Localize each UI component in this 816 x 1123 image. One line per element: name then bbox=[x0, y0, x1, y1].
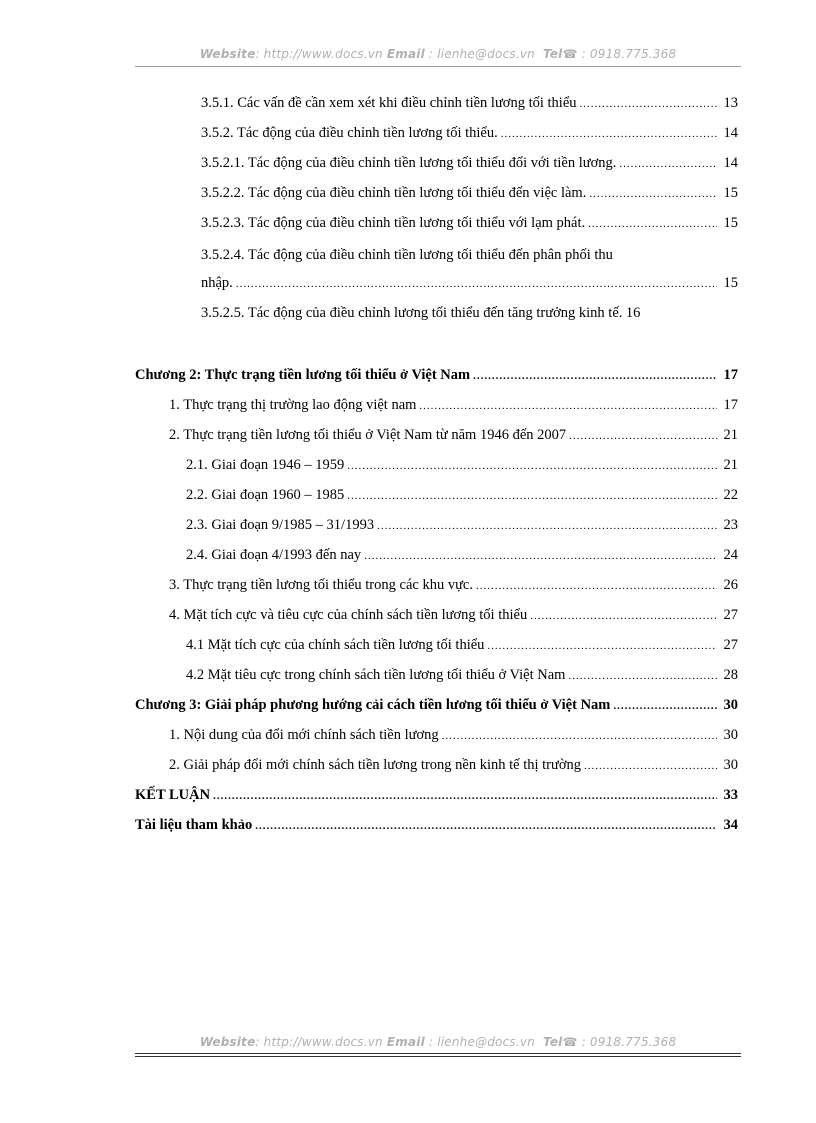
toc-entry-2-2-2[interactable]: 2.2. Giai đoạn 1960 – 1985 ..... 22 bbox=[186, 487, 738, 509]
email-value: : lienhe@docs.vn bbox=[424, 47, 535, 61]
page-number: 14 bbox=[723, 125, 738, 141]
leader-dots bbox=[530, 607, 717, 624]
page-number: 30 bbox=[723, 757, 738, 773]
leader-dots bbox=[613, 697, 717, 714]
leader-dots bbox=[347, 487, 717, 504]
toc-entry-2-2[interactable]: 2. Thực trạng tiền lương tối thiểu ở Việt Nam từ năm 1946 đến 2007 ..... 21 bbox=[169, 427, 738, 449]
leader-dots bbox=[442, 727, 717, 744]
toc-entry-3-5-1[interactable]: 3.5.1. Các vấn đề cần xem xét khi điều chỉnh tiền lương tối thiểu ..... 13 bbox=[201, 95, 738, 117]
toc-entry-3-5-2-3[interactable]: 3.5.2.3. Tác động của điều chỉnh tiền lương tối thiểu với lạm phát. ..... 15 bbox=[201, 215, 738, 237]
leader-dots bbox=[487, 637, 717, 654]
toc-entry-3-5-2-5[interactable]: 3.5.2.5. Tác động của điều chỉnh lương tối thiểu đến tăng trưởng kinh tế. 16 bbox=[201, 305, 641, 321]
leader-dots bbox=[255, 817, 717, 834]
toc-tai-lieu[interactable]: Tài liệu tham khảo ..... 34 bbox=[135, 817, 738, 839]
page-number: 15 bbox=[723, 275, 738, 291]
toc-entry-2-1[interactable]: 1. Thực trạng thị trường lao động việt nam ..... 17 bbox=[169, 397, 738, 419]
toc-ket-luan[interactable]: KẾT LUẬN ..... 33 bbox=[135, 787, 738, 809]
page-number: 27 bbox=[723, 607, 738, 623]
tel-value: ☎ : 0918.775.368 bbox=[562, 1035, 677, 1049]
page-footer bbox=[135, 1035, 741, 1049]
toc-entry-2-2-4[interactable]: 2.4. Giai đoạn 4/1993 đến nay ..... 24 bbox=[186, 547, 738, 569]
tel-label: Tel bbox=[543, 1035, 563, 1049]
toc-entry-2-2-3[interactable]: 2.3. Giai đoạn 9/1985 – 31/1993 ..... 23 bbox=[186, 517, 738, 539]
page-number: 27 bbox=[723, 637, 738, 653]
page-number: 15 bbox=[723, 215, 738, 231]
leader-dots bbox=[580, 95, 717, 112]
leader-dots bbox=[213, 787, 717, 804]
footer-rule bbox=[135, 1053, 741, 1057]
leader-dots bbox=[476, 577, 717, 594]
toc-entry-3-1[interactable]: 1. Nội dung của đổi mới chính sách tiền lương ..... 30 bbox=[169, 727, 738, 749]
toc-chapter-2[interactable]: Chương 2: Thực trạng tiền lương tối thiểu ở Việt Nam ..... 17 bbox=[135, 367, 738, 389]
page-number: 30 bbox=[723, 727, 738, 743]
header-rule bbox=[135, 66, 741, 67]
page-number: 28 bbox=[723, 667, 738, 683]
email-label: Email bbox=[386, 1035, 425, 1049]
page-number: 15 bbox=[723, 185, 738, 201]
website-url: : http://www.docs.vn bbox=[255, 1035, 383, 1049]
website-label: Website bbox=[199, 47, 256, 61]
tel-value: ☎ : 0918.775.368 bbox=[562, 47, 677, 61]
leader-dots bbox=[473, 367, 717, 384]
page-number: 17 bbox=[723, 397, 738, 413]
leader-dots bbox=[364, 547, 717, 564]
page-number: 24 bbox=[723, 547, 738, 563]
website-label: Website bbox=[199, 1035, 256, 1049]
page-number: 22 bbox=[723, 487, 738, 503]
leader-dots bbox=[588, 215, 717, 232]
page-number: 23 bbox=[723, 517, 738, 533]
page-number: 21 bbox=[723, 457, 738, 473]
page-number: 16 bbox=[625, 305, 641, 321]
leader-dots bbox=[236, 275, 717, 292]
toc-entry-2-4-2[interactable]: 4.2 Mặt tiêu cực trong chính sách tiền lương tối thiểu ở Việt Nam ..... 28 bbox=[186, 667, 738, 689]
page-number: 33 bbox=[723, 787, 738, 803]
page-number: 17 bbox=[723, 367, 738, 383]
leader-dots bbox=[501, 125, 717, 142]
email-value: : lienhe@docs.vn bbox=[424, 1035, 535, 1049]
leader-dots bbox=[569, 427, 717, 444]
toc-chapter-3[interactable]: Chương 3: Giải pháp phương hướng cải cách tiền lương tối thiểu ở Việt Nam ..... 30 bbox=[135, 697, 738, 719]
toc-entry-2-2-1[interactable]: 2.1. Giai đoạn 1946 – 1959 ..... 21 bbox=[186, 457, 738, 479]
toc-entry-3-5-2-4[interactable]: nhập. ..... 15 bbox=[201, 275, 738, 297]
toc-entry-3-5-2[interactable]: 3.5.2. Tác động của điều chỉnh tiền lương tối thiểu. ..... 14 bbox=[201, 125, 738, 147]
toc-entry-3-5-2-4-line1[interactable]: 3.5.2.4. Tác động của điều chỉnh tiền lương tối thiểu đến phân phối thu bbox=[201, 247, 613, 263]
page-number: 13 bbox=[723, 95, 738, 111]
toc-entry-3-5-2-1[interactable]: 3.5.2.1. Tác động của điều chỉnh tiền lương tối thiểu đối với tiền lương. ..... 14 bbox=[201, 155, 738, 177]
leader-dots bbox=[419, 397, 717, 414]
email-label: Email bbox=[386, 47, 425, 61]
toc-entry-3-5-2-2[interactable]: 3.5.2.2. Tác động của điều chỉnh tiền lương tối thiểu đến việc làm. ..... 15 bbox=[201, 185, 738, 207]
leader-dots bbox=[377, 517, 717, 534]
page-number: 34 bbox=[723, 817, 738, 833]
leader-dots bbox=[589, 185, 717, 202]
page-number: 30 bbox=[723, 697, 738, 713]
toc-entry-2-4-1[interactable]: 4.1 Mặt tích cực của chính sách tiền lương tối thiểu ..... 27 bbox=[186, 637, 738, 659]
leader-dots bbox=[584, 757, 717, 774]
toc-entry-2-3[interactable]: 3. Thực trạng tiền lương tối thiểu trong các khu vực. ..... 26 bbox=[169, 577, 738, 599]
page-number: 21 bbox=[723, 427, 738, 443]
leader-dots bbox=[347, 457, 717, 474]
page-number: 26 bbox=[723, 577, 738, 593]
toc-entry-2-4[interactable]: 4. Mặt tích cực và tiêu cực của chính sách tiền lương tối thiểu ..... 27 bbox=[169, 607, 738, 629]
toc-entry-3-2[interactable]: 2. Giải pháp đổi mới chính sách tiền lương trong nền kinh tế thị trường ..... 30 bbox=[169, 757, 738, 779]
page-number: 14 bbox=[723, 155, 738, 171]
leader-dots bbox=[568, 667, 717, 684]
tel-label: Tel bbox=[543, 47, 563, 61]
leader-dots bbox=[619, 155, 717, 172]
website-url: : http://www.docs.vn bbox=[255, 47, 383, 61]
page-header bbox=[135, 47, 741, 61]
